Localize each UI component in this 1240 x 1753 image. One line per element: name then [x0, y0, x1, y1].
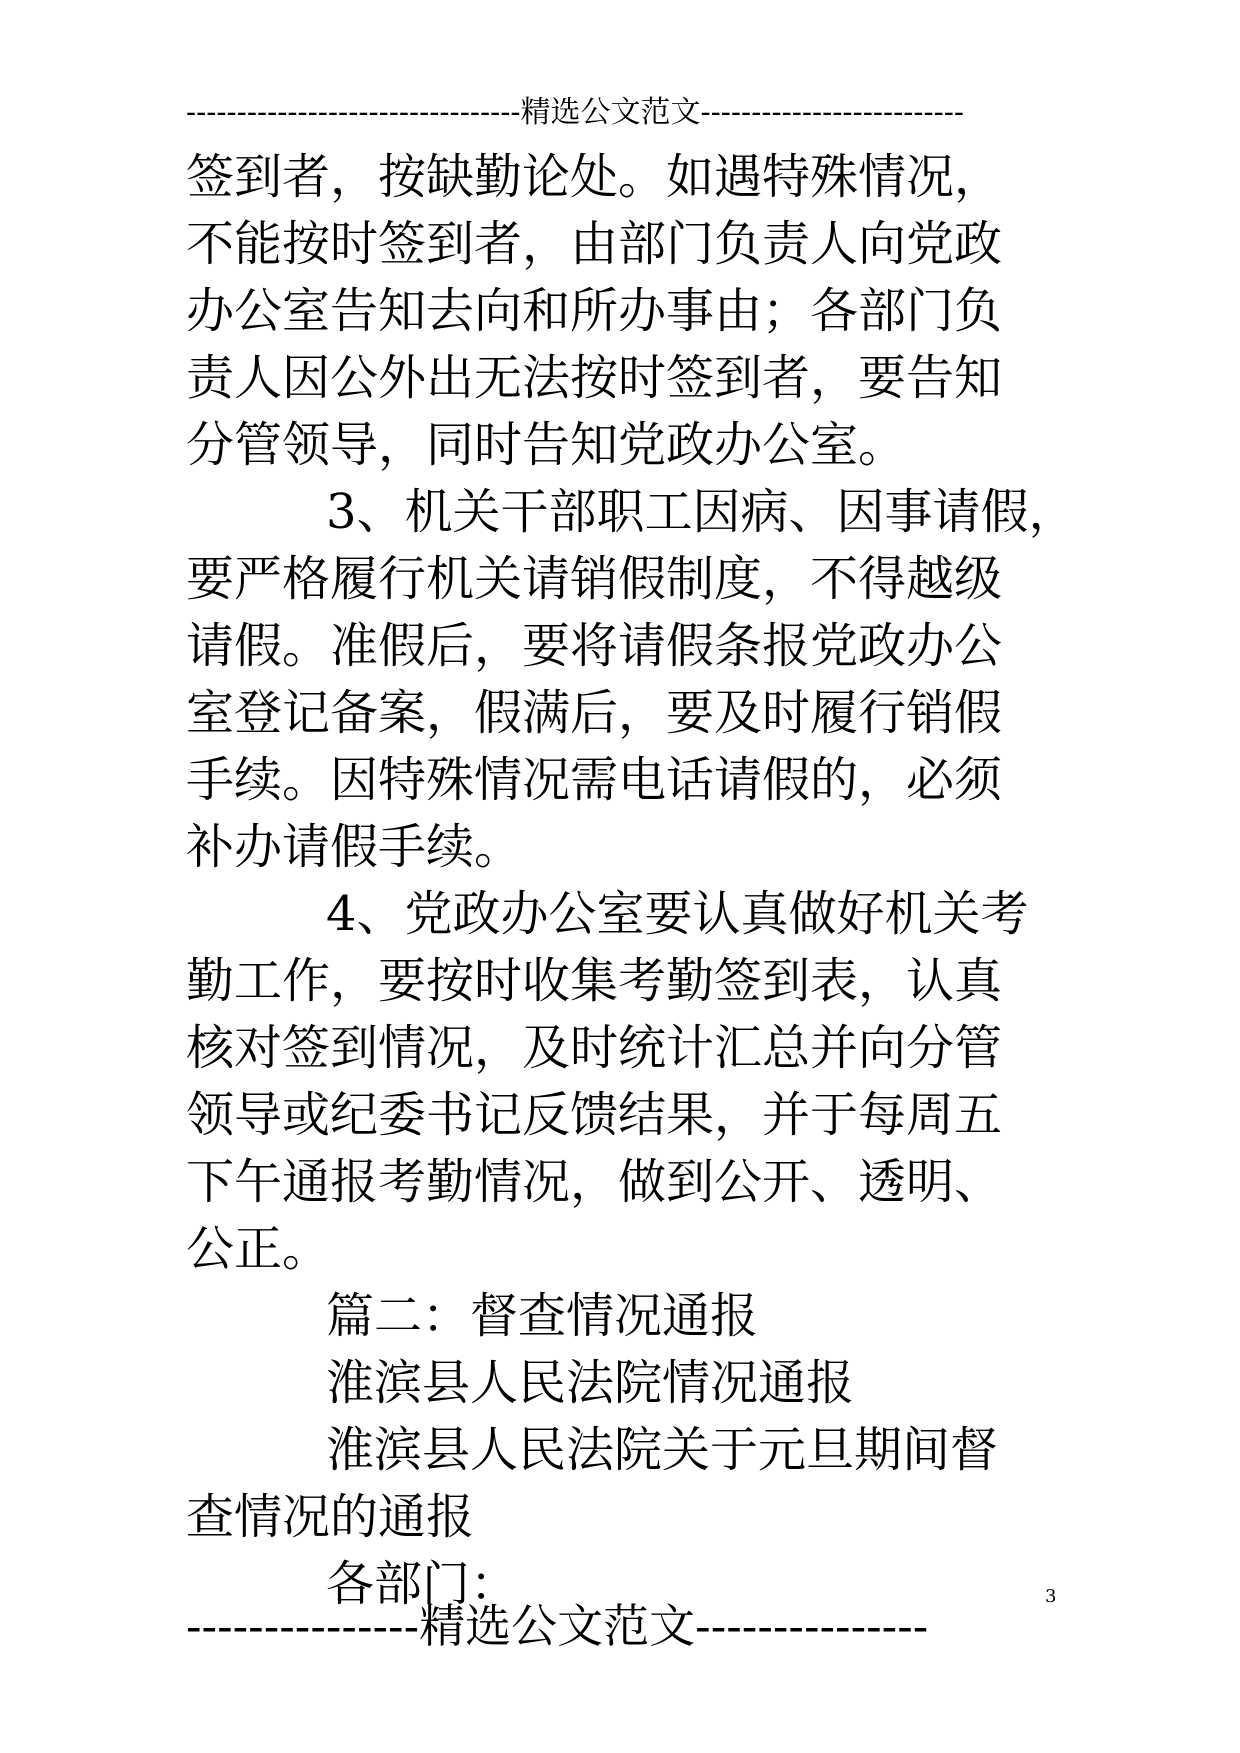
page-number: 3: [1045, 1586, 1057, 1607]
body-line: 勤工作，要按时收集考勤签到表，认真: [186, 953, 1003, 1009]
body-line: 室登记备案，假满后，要及时履行销假: [186, 685, 1003, 741]
body-line: 核对签到情况，及时统计汇总并向分管: [186, 1020, 1003, 1076]
body-line: 签到者，按缺勤论处。如遇特殊情况，: [186, 149, 1003, 205]
salutation-line: 各部门：: [326, 1556, 519, 1612]
body-line: 要严格履行机关请销假制度，不得越级: [186, 551, 1003, 607]
page-header: ---------------------------------精选公文范文--------------------------: [186, 95, 965, 130]
paragraph-start-line: 3、机关干部职工因病、因事请假，: [326, 484, 1077, 540]
document-title: 淮滨县人民法院情况通报: [326, 1355, 855, 1411]
body-line: 领导或纪委书记反馈结果，并于每周五: [186, 1087, 1003, 1143]
body-line: 补办请假手续。: [186, 819, 523, 875]
page-footer: ---------------精选公文范文---------------: [186, 1599, 929, 1653]
body-line: 分管领导，同时告知党政办公室。: [186, 417, 907, 473]
section-heading: 篇二：督查情况通报: [326, 1288, 759, 1344]
body-line: 责人因公外出无法按时签到者，要告知: [186, 350, 1003, 406]
body-line: 查情况的通报: [186, 1489, 475, 1545]
paragraph-start-line: 4、党政办公室要认真做好机关考: [326, 886, 1029, 942]
body-line: 请假。准假后，要将请假条报党政办公: [186, 618, 1003, 674]
body-line: 手续。因特殊情况需电话请假的，必须: [186, 752, 1003, 808]
body-line: 办公室告知去向和所办事由；各部门负: [186, 283, 1003, 339]
document-body: [186, 144, 1077, 1618]
body-line: 下午通报考勤情况，做到公开、透明、: [186, 1154, 1003, 1210]
body-line: 公正。: [186, 1221, 331, 1277]
body-line: 不能按时签到者，由部门负责人向党政: [186, 216, 1003, 272]
paragraph-start-line: 淮滨县人民法院关于元旦期间督: [326, 1422, 999, 1478]
